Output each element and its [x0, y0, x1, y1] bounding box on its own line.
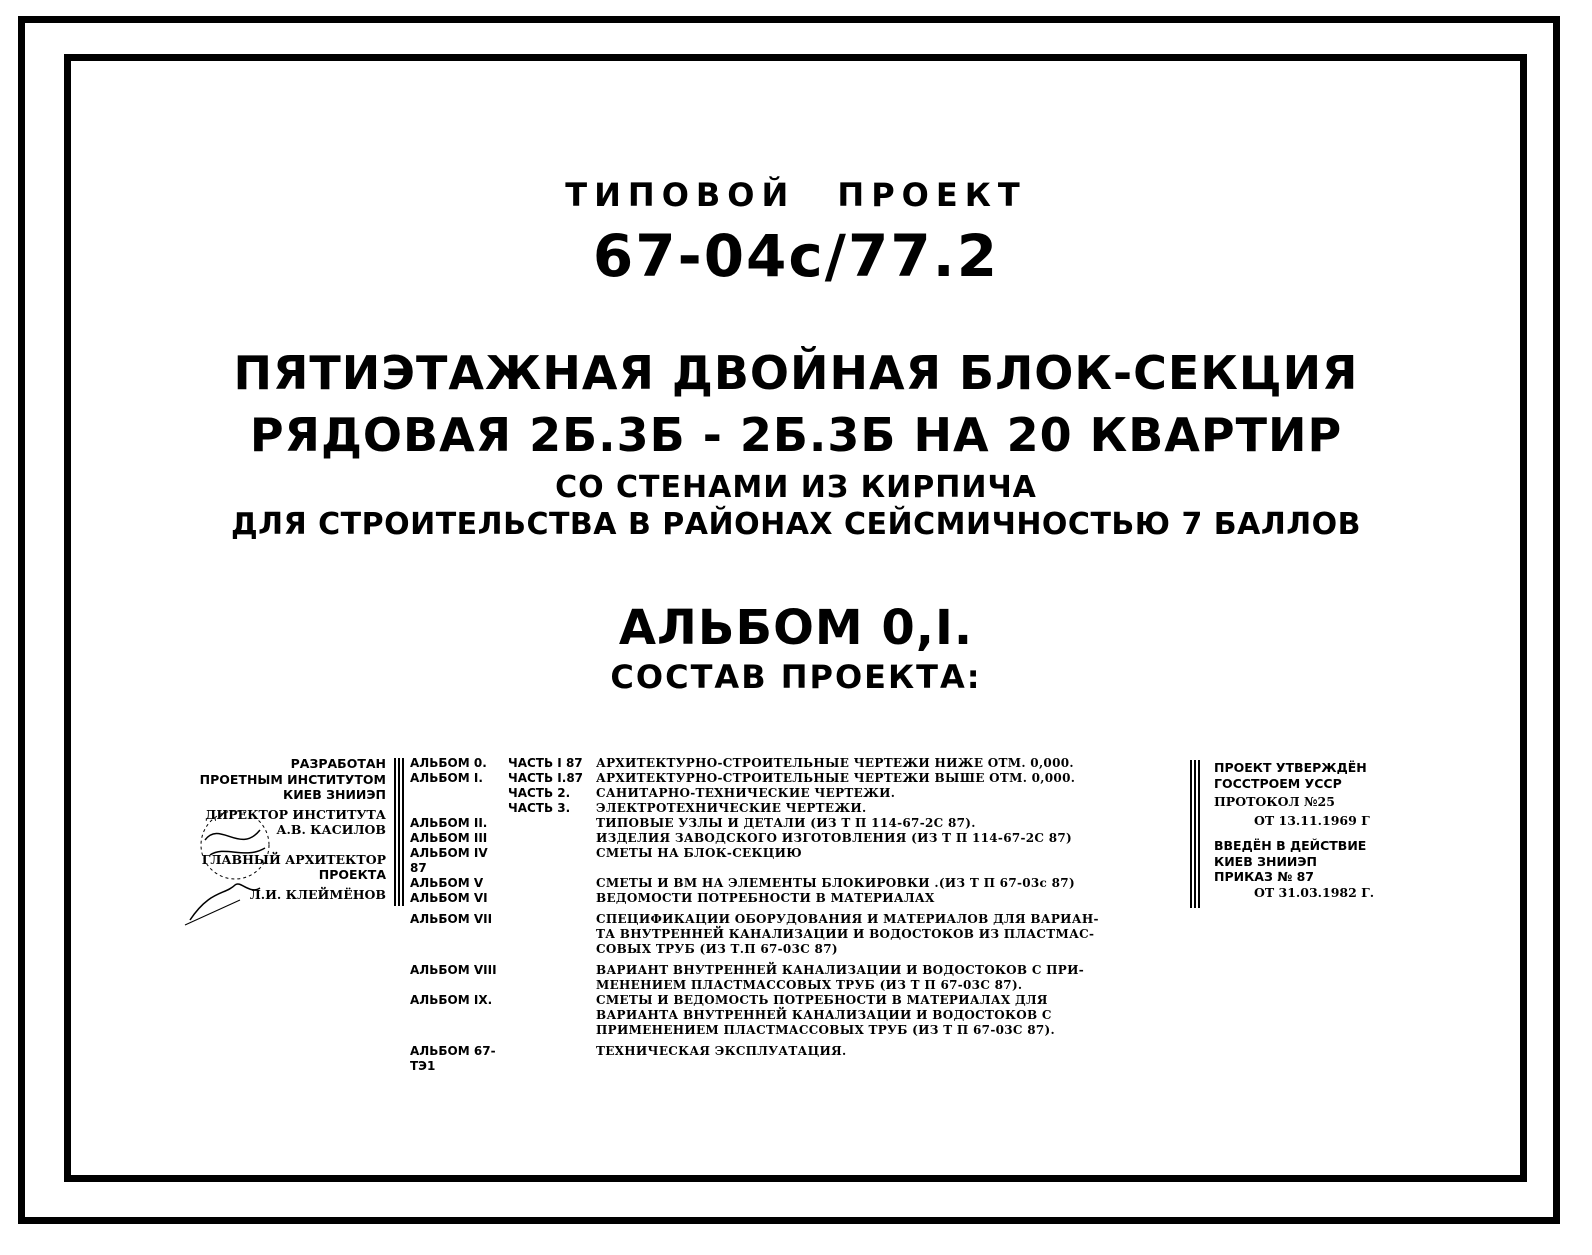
table-row: АЛЬБОМ VII СПЕЦИФИКАЦИИ ОБОРУДОВАНИЯ И МАТЕРИАЛОВ ДЛЯ ВАРИАН- ТА ВНУТРЕННЕЙ КАНАЛИЗАЦИИ И ВОДОСТОКОВ ИЗ ПЛАСТМАС- СОВЫХ ТРУБ (ИЗ Т.П 67-03С 87) [410, 912, 1099, 956]
protocol: ПРОТОКОЛ №25 [1214, 794, 1335, 809]
album-title: АЛЬБОМ 0,I. [618, 600, 974, 656]
director-title: ДИРЕКТОР ИНСТИТУТА [205, 806, 386, 822]
title-line-2: РЯДОВАЯ 2Б.3Б - 2Б.3Б НА 20 КВАРТИР [249, 408, 1343, 462]
divider-right-2 [1194, 760, 1196, 908]
institute-line-2: КИЕВ ЗНИИЭП [283, 787, 386, 802]
divider-left-1 [394, 758, 396, 906]
subtitle-1: СО СТЕНАМИ ИЗ КИРПИЧА [555, 470, 1037, 505]
signature-stamp-icon [180, 800, 290, 930]
institute-line-1: ПРОЕТНЫМ ИНСТИТУТОМ [199, 771, 386, 787]
doc-type: ТИПОВОЙ ПРОЕКТ [565, 176, 1027, 214]
subtitle-2: ДЛЯ СТРОИТЕЛЬСТВА В РАЙОНАХ СЕЙСМИЧНОСТЬЮ 7 БАЛЛОВ [230, 507, 1362, 542]
chief-architect-name: Л.И. КЛЕЙМЁНОВ [249, 886, 386, 902]
approval-block [1214, 760, 1394, 900]
approved-line-2: ГОССТРОЕМ УССР [1214, 775, 1342, 791]
table-row: АЛЬБОМ VIII ВАРИАНТ ВНУТРЕННЕЙ КАНАЛИЗАЦИИ И ВОДОСТОКОВ С ПРИ- МЕНЕНИЕМ ПЛАСТМАССОВЫХ ТРУБ (ИЗ Т П 67-03С 87). [410, 963, 1085, 992]
table-row: АЛЬБОМ 67-ТЭ1 ТЕХНИЧЕСКАЯ ЭКСПЛУАТАЦИЯ. [410, 1044, 847, 1073]
table-row: АЛЬБОМ 0. ЧАСТЬ I 87 АРХИТЕКТУРНО-СТРОИТЕЛЬНЫЕ ЧЕРТЕЖИ НИЖЕ ОТМ. 0,000. [410, 756, 1074, 770]
table-row: АЛЬБОМ I. ЧАСТЬ I.87 АРХИТЕКТУРНО-СТРОИТЕЛЬНЫЕ ЧЕРТЕЖИ ВЫШЕ ОТМ. 0,000. [410, 771, 1076, 785]
director-name: А.В. КАСИЛОВ [276, 822, 386, 837]
table-row: ЧАСТЬ 3. ЭЛЕКТРОТЕХНИЧЕСКИЕ ЧЕРТЕЖИ. [508, 801, 867, 815]
project-number: 67-04с/77.2 [592, 222, 1000, 290]
table-row: ЧАСТЬ 2. САНИТАРНО-ТЕХНИЧЕСКИЕ ЧЕРТЕЖИ. [508, 786, 896, 800]
developed-by: РАЗРАБОТАН [290, 756, 386, 771]
approved-line-1: ПРОЕКТ УТВЕРЖДЁН [1214, 760, 1367, 775]
contents-table [410, 756, 1170, 1074]
composition-heading: СОСТАВ ПРОЕКТА: [610, 658, 982, 696]
divider-right-1 [1190, 760, 1192, 908]
table-row: АЛЬБОМ IX. СМЕТЫ И ВЕДОМОСТЬ ПОТРЕБНОСТИ В МАТЕРИАЛАХ ДЛЯ ВАРИАНТА ВНУТРЕННЕЙ КАНАЛИЗАЦИИ И ВОДОСТОКОВ С ПРИМЕНЕНИЕМ ПЛАСТМАССОВЫХ ТРУБ (ИЗ Т П 67-03С 87). [410, 993, 1055, 1037]
divider-left-2 [398, 758, 400, 906]
table-row: АЛЬБОМ II. ТИПОВЫЕ УЗЛЫ И ДЕТАЛИ (ИЗ Т П 114-67-2С 87). [410, 816, 976, 830]
divider-left-3 [402, 758, 404, 906]
chief-architect-title-2: ПРОЕКТА [318, 867, 386, 882]
chief-architect-title: ГЛАВНЫЙ АРХИТЕКТОР [201, 851, 386, 867]
table-row: АЛЬБОМ IV 87 СМЕТЫ НА БЛОК-СЕКЦИЮ [410, 846, 803, 875]
table-row: АЛЬБОМ III ИЗДЕЛИЯ ЗАВОДСКОГО ИЗГОТОВЛЕНИЯ (ИЗ Т П 114-67-2С 87) [410, 831, 1073, 845]
divider-right-3 [1198, 760, 1200, 908]
order: ПРИКАЗ № 87 [1214, 869, 1314, 884]
protocol-date: ОТ 13.11.1969 Г [1254, 812, 1370, 828]
table-row: АЛЬБОМ VI ВЕДОМОСТИ ПОТРЕБНОСТИ В МАТЕРИАЛАХ [410, 891, 935, 905]
order-date: ОТ 31.03.1982 Г. [1254, 884, 1375, 900]
title-line-1: ПЯТИЭТАЖНАЯ ДВОЙНАЯ БЛОК-СЕКЦИЯ [233, 346, 1359, 400]
effective-line-2: КИЕВ ЗНИИЭП [1214, 853, 1317, 869]
effective-line-1: ВВЕДЁН В ДЕЙСТВИЕ [1214, 838, 1367, 853]
table-row: АЛЬБОМ V СМЕТЫ И ВМ НА ЭЛЕМЕНТЫ БЛОКИРОВКИ .(ИЗ Т П 67-03с 87) [410, 876, 1075, 890]
